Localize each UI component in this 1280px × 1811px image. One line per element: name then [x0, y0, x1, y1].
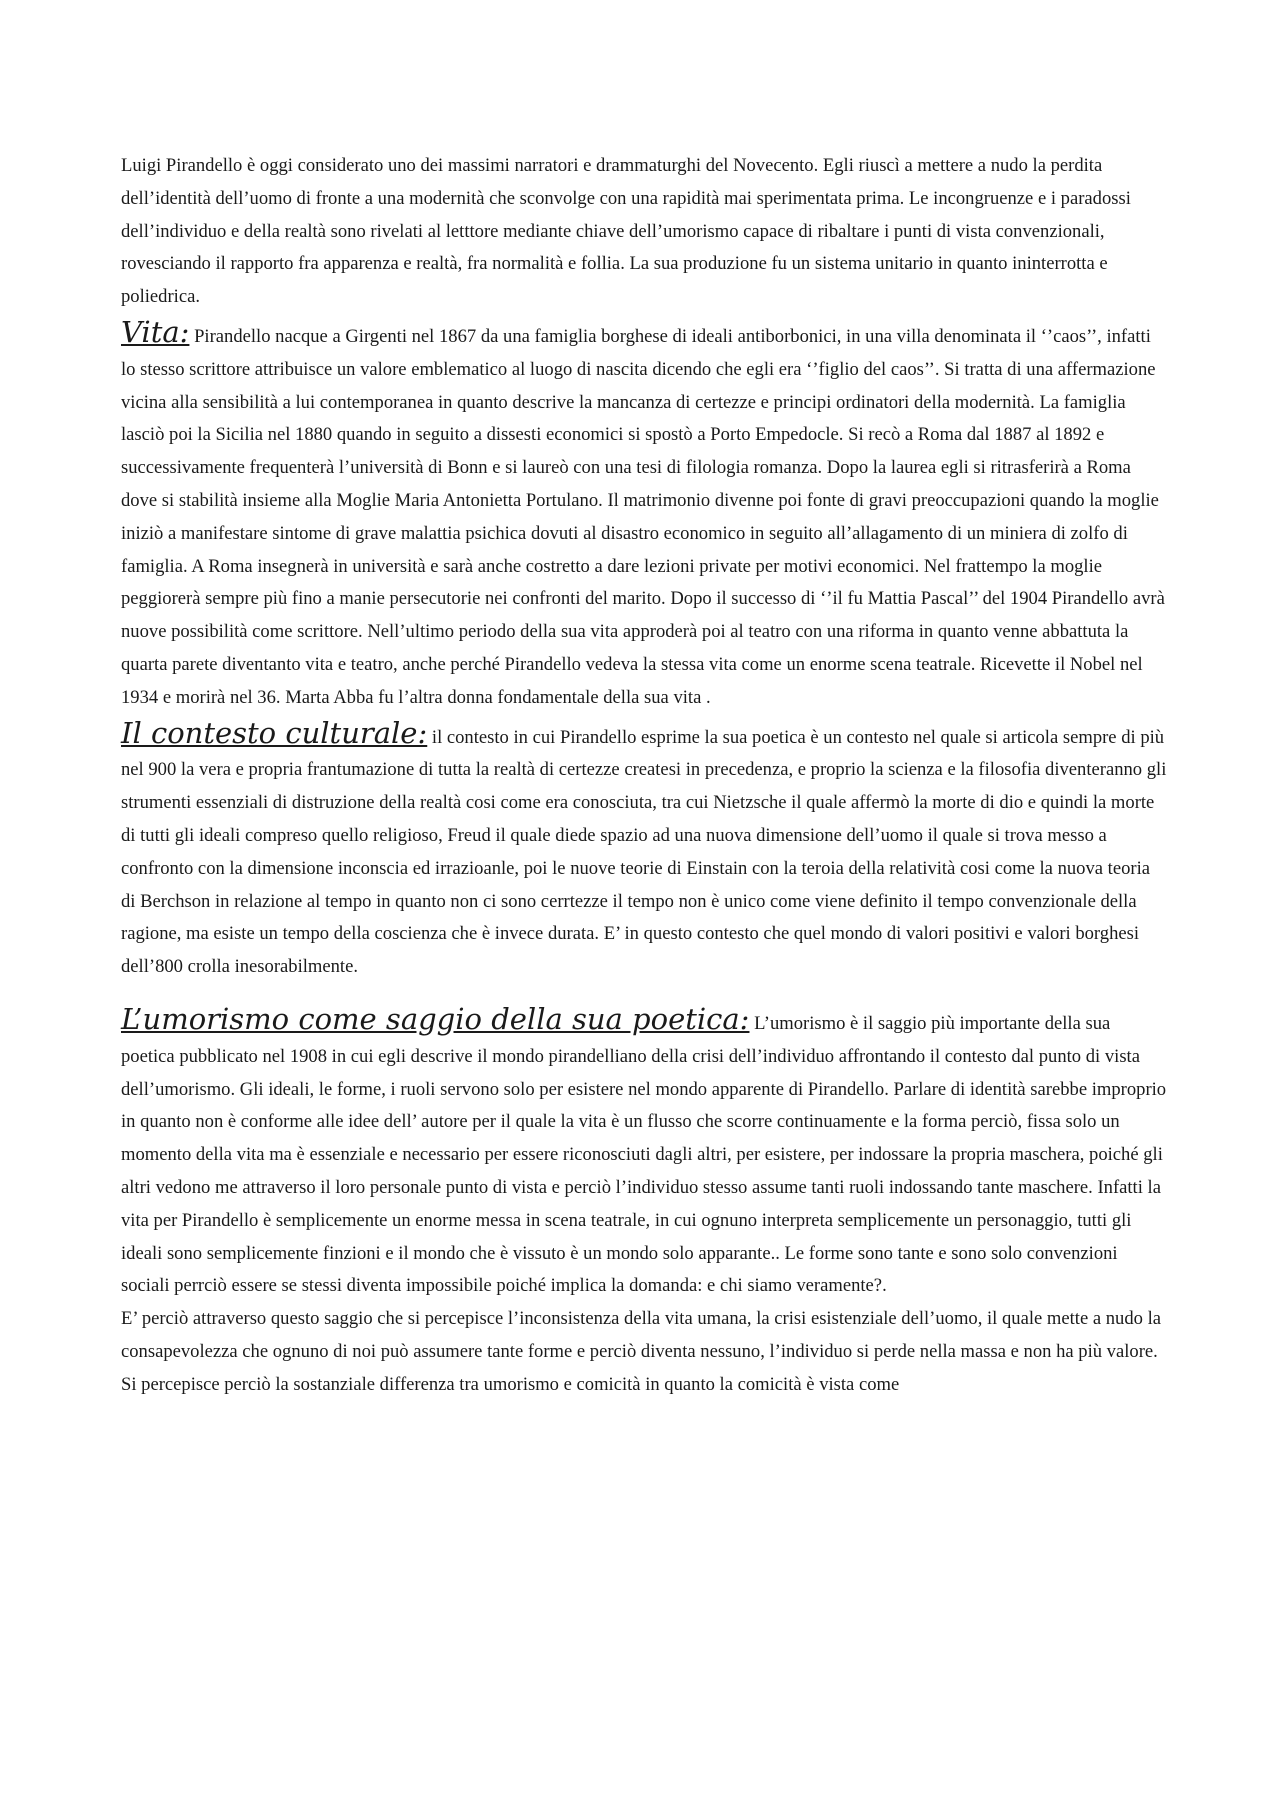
closing-paragraph-1: E’ perciò attraverso questo saggio che si percepisce l’inconsistenza della vita umana, la crisi esistenziale dell’uomo, il quale mette a nudo la consapevolezza che ognuno di noi può assumere tante forme e perciò diventa nessuno, l’individuo si perde nella massa e non ha più valore. — [121, 1308, 1162, 1362]
section-contesto-culturale — [121, 717, 1167, 984]
intro-paragraph: Luigi Pirandello è oggi considerato uno dei massimi narratori e drammaturghi del Novecento. Egli riuscì a mettere a nudo la perdita dell’identità dell’uomo di fronte a una modernità che sconvolge con una rapidità mai sperimentata prima. Le incongruenze e i paradossi dell’individuo e della realtà sono rivelati al letttore mediante chiave dell’umorismo capace di ribaltare i punti di vista convenzionali, rovesciando il rapporto fra apparenza e realtà, fra normalità e follia. La sua produzione fu un sistema unitario in quanto ininterrotta e poliedrica. — [121, 155, 1131, 308]
section-heading-vita: Vita: — [121, 314, 190, 349]
document-page — [121, 150, 1167, 1401]
section-umorismo — [121, 1003, 1167, 1303]
section-body-contesto-culturale: il contesto in cui Pirandello esprime la sua poetica è un contesto nel quale si articola sempre di più nel 900 la vera e propria frantumazione di tutta la realtà di certezze createsi in precedenza, e proprio la scienza e la filosofia diventeranno gli strumenti essenziali di distruzione della realtà cosi come era conosciuta, tra cui Nietzsche il quale affermò la morte di dio e quindi la morte di tutti gli ideali compreso quello religioso, Freud il quale diede spazio ad una nuova dimensione dell’uomo il quale si trova messo a confronto con la dimensione inconscia ed irrazioanle, poi le nuove teorie di Einstain con la teroia della relatività cosi come la nuova teoria di Berchson in relazione al tempo in quanto non ci sono cerrtezze il tempo non è unico come viene definito il tempo convenzionale della ragione, ma esiste un tempo della coscienza che è invece durata. E’ in questo contesto che quel mondo di valori positivi e valori borghesi dell’800 crolla inesorabilmente. — [121, 726, 1167, 978]
section-body-vita: Pirandello nacque a Girgenti nel 1867 da una famiglia borghese di ideali antiborbonici, in una villa denominata il ‘’caos’’, infatti lo stesso scrittore attribuisce un valore emblematico al luogo di nascita dicendo che egli era ‘’figlio del caos’’. Si tratta di una affermazione vicina alla sensibilità a lui contemporanea in quanto descrive la mancanza di certezze e principi ordinatori della modernità. La famiglia lasciò poi la Sicilia nel 1880 quando in seguito a dissesti economici si spostò a Porto Empedocle. Si recò a Roma dal 1887 al 1892 e successivamente frequenterà l’università di Bonn e si laureò con una tesi di filologia romanza. Dopo la laurea egli si ritrasferirà a Roma dove si stabilità insieme alla Moglie Maria Antonietta Portulano. Il matrimonio divenne poi fonte di gravi preoccupazioni quando la moglie iniziò a manifestare sintome di grave malattia psichica dovuti al disastro economico in seguito all’allagamento di un miniera di zolfo di famiglia. A Roma insegnerà in università e sarà anche costretto a dare lezioni private per motivi economici. Nel frattempo la moglie peggiorerà sempre più fino a manie persecutorie nei confronti del marito. Dopo il successo di ‘’il fu Mattia Pascal’’ del 1904 Pirandello avrà nuove possibilità come scrittore. Nell’ultimo periodo della sua vita approderà poi al teatro con una riforma in quanto venne abbattuta la quarta parete diventanto vita e teatro, anche perché Pirandello vedeva la stessa vita come un enorme scena teatrale. Ricevette il Nobel nel 1934 e morirà nel 36. Marta Abba fu l’altra donna fondamentale della sua vita . — [121, 325, 1165, 708]
closing-paragraph-2: Si percepisce perciò la sostanziale differenza tra umorismo e comicità in quanto la comicità è vista come — [121, 1373, 900, 1395]
section-vita — [121, 316, 1167, 715]
section-body-umorismo: L’umorismo è il saggio più importante della sua poetica pubblicato nel 1908 in cui egli descrive il mondo pirandelliano della crisi dell’individuo affrontando il contesto dal punto di vista dell’umorismo. Gli ideali, le forme, i ruoli servono solo per esistere nel mondo apparente di Pirandello. Parlare di identità sarebbe improprio in quanto non è conforme alle idee dell’ autore per il quale la vita è un flusso che scorre continuamente e la forma perciò, fissa solo un momento della vita ma è essenziale e necessario per essere riconosciuti dagli altri, per esistere, per indossare la propria maschera, poiché gli altri vedono me attraverso il loro personale punto di vista e perciò l’individuo stesso assume tanti ruoli indossando tante maschere. Infatti la vita per Pirandello è semplicemente un enorme messa in scena teatrale, in cui ognuno interpreta semplicemente un personaggio, tutti gli ideali sono semplicemente finzioni e il mondo che è vissuto è un mondo solo apparante.. Le forme sono tante e sono solo convenzioni sociali perrciò essere se stessi diventa impossibile poiché implica la domanda: e chi siamo veramente?. — [121, 1012, 1167, 1297]
section-heading-umorismo: L’umorismo come saggio della sua poetica: — [121, 1001, 750, 1036]
section-heading-contesto-culturale: Il contesto culturale: — [121, 715, 428, 750]
